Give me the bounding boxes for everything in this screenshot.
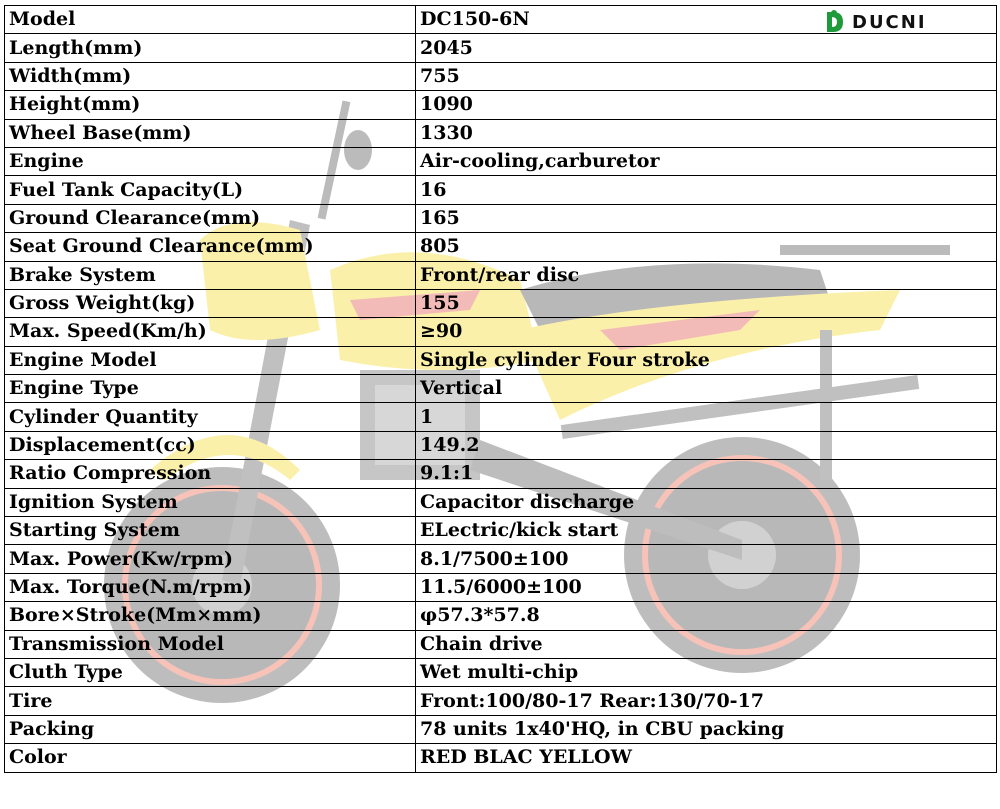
spec-value: 805 <box>416 233 997 261</box>
spec-label: Cluth Type <box>5 658 416 686</box>
spec-value: Air-cooling,carburetor <box>416 147 997 175</box>
specification-table <box>4 5 997 773</box>
spec-row <box>5 403 997 431</box>
spec-value: 165 <box>416 204 997 232</box>
spec-label: Max. Speed(Km/h) <box>5 318 416 346</box>
spec-value: RED BLAC YELLOW <box>416 744 997 772</box>
spec-row <box>5 147 997 175</box>
spec-row <box>5 630 997 658</box>
spec-value: 1090 <box>416 91 997 119</box>
spec-row <box>5 431 997 459</box>
spec-label: Wheel Base(mm) <box>5 119 416 147</box>
spec-row <box>5 261 997 289</box>
spec-row <box>5 658 997 686</box>
spec-row <box>5 318 997 346</box>
spec-value: Wet multi-chip <box>416 658 997 686</box>
spec-row <box>5 488 997 516</box>
spec-value: φ57.3*57.8 <box>416 602 997 630</box>
spec-row <box>5 375 997 403</box>
spec-value: 11.5/6000±100 <box>416 573 997 601</box>
spec-value: Capacitor discharge <box>416 488 997 516</box>
spec-row <box>5 204 997 232</box>
spec-value: ELectric/kick start <box>416 517 997 545</box>
spec-value: 8.1/7500±100 <box>416 545 997 573</box>
spec-value: ≥90 <box>416 318 997 346</box>
spec-value: 755 <box>416 62 997 90</box>
spec-row <box>5 176 997 204</box>
spec-row <box>5 91 997 119</box>
specification-table-body <box>5 6 997 773</box>
spec-value: 2045 <box>416 34 997 62</box>
spec-label: Ground Clearance(mm) <box>5 204 416 232</box>
spec-value: Chain drive <box>416 630 997 658</box>
spec-label: Starting System <box>5 517 416 545</box>
spec-value: DC150-6N <box>416 6 997 34</box>
spec-value: 155 <box>416 289 997 317</box>
spec-label: Ignition System <box>5 488 416 516</box>
spec-value: 1 <box>416 403 997 431</box>
spec-label: Tire <box>5 687 416 715</box>
spec-label: Max. Torque(N.m/rpm) <box>5 573 416 601</box>
spec-row <box>5 573 997 601</box>
spec-value: Front:100/80-17 Rear:130/70-17 <box>416 687 997 715</box>
spec-value: 9.1:1 <box>416 460 997 488</box>
spec-value: 78 units 1x40'HQ, in CBU packing <box>416 715 997 743</box>
spec-label: Engine Type <box>5 375 416 403</box>
spec-label: Engine Model <box>5 346 416 374</box>
spec-row <box>5 715 997 743</box>
spec-label: Bore×Stroke(Mm×mm) <box>5 602 416 630</box>
spec-row <box>5 460 997 488</box>
spec-label: Cylinder Quantity <box>5 403 416 431</box>
spec-value: Vertical <box>416 375 997 403</box>
spec-label: Max. Power(Kw/rpm) <box>5 545 416 573</box>
spec-label: Fuel Tank Capacity(L) <box>5 176 416 204</box>
spec-row <box>5 517 997 545</box>
spec-value: 16 <box>416 176 997 204</box>
spec-label: Color <box>5 744 416 772</box>
spec-row <box>5 119 997 147</box>
spec-label: Ratio Compression <box>5 460 416 488</box>
spec-row <box>5 346 997 374</box>
logo-text: DUCNI <box>852 11 927 33</box>
spec-label: Gross Weight(kg) <box>5 289 416 317</box>
spec-label: Packing <box>5 715 416 743</box>
spec-value: Single cylinder Four stroke <box>416 346 997 374</box>
spec-row <box>5 34 997 62</box>
spec-row <box>5 545 997 573</box>
spec-row <box>5 62 997 90</box>
spec-row <box>5 687 997 715</box>
spec-label: Engine <box>5 147 416 175</box>
spec-value: 149.2 <box>416 431 997 459</box>
spec-row <box>5 233 997 261</box>
spec-label: Displacement(cc) <box>5 431 416 459</box>
spec-row <box>5 289 997 317</box>
spec-label: Width(mm) <box>5 62 416 90</box>
spec-label: Transmission Model <box>5 630 416 658</box>
spec-label: Brake System <box>5 261 416 289</box>
spec-row <box>5 6 997 34</box>
spec-row <box>5 744 997 772</box>
spec-label: Height(mm) <box>5 91 416 119</box>
spec-value: 1330 <box>416 119 997 147</box>
spec-row <box>5 602 997 630</box>
spec-label: Seat Ground Clearance(mm) <box>5 233 416 261</box>
spec-label: Length(mm) <box>5 34 416 62</box>
spec-value: Front/rear disc <box>416 261 997 289</box>
spec-label: Model <box>5 6 416 34</box>
